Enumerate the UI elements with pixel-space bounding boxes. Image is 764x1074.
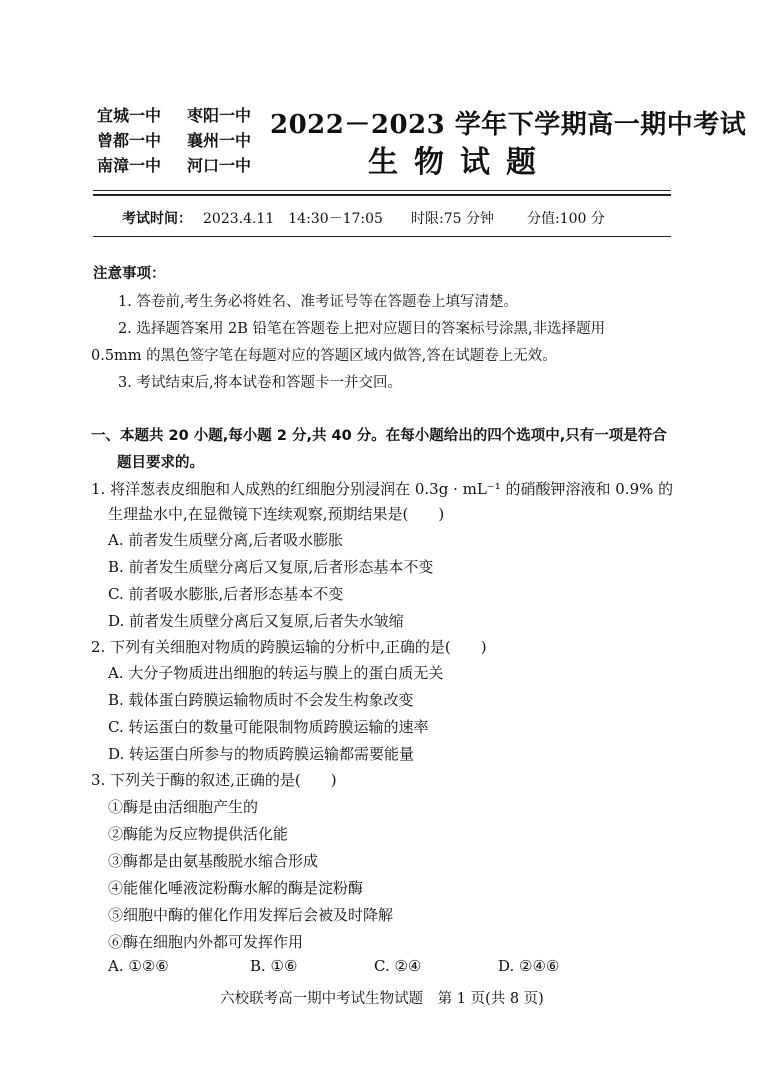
question-3-statement: ④能催化唾液淀粉酶水解的酶是淀粉酶 [108,879,364,897]
notice-heading: 注意事项： [93,266,166,282]
school-name: 曾都一中 [97,131,162,150]
question-3-statement: ①酶是由活细胞产生的 [108,798,259,816]
school-row [97,103,251,128]
exam-time-value: 2023.4.11 14:30－17:05 [203,211,383,227]
exam-time-label: 考试时间： [122,211,192,227]
section-heading: 一、本题共 20 小题,每小题 2 分,共 40 分。在每小题给出的四个选项中,只有一项是符合 [91,428,667,444]
school-name: 枣阳一中 [187,106,252,125]
school-row [97,153,251,178]
question-1-option-c: C. 前者吸水膨胀,后者形态基本不变 [108,585,344,603]
question-2-stem: 2. 下列有关细胞对物质的跨膜运输的分析中,正确的是( ) [91,638,487,656]
school-name: 河口一中 [187,156,252,175]
question-3-option-b: B. ①⑥ [250,957,298,975]
question-2-option-d: D. 转运蛋白所参与的物质跨膜运输都需要能量 [108,745,415,763]
notice-item-continued: 0.5mm 的黑色签字笔在每题对应的答题区域内做答,答在试题卷上无效。 [91,348,557,364]
question-2-option-a: A. 大分子物质进出细胞的转运与膜上的蛋白质无关 [108,664,444,682]
question-3-option-c: C. ②④ [374,957,422,975]
info-divider [93,236,671,237]
question-1-option-d: D. 前者发生质壁分离后又复原,后者失水皱缩 [108,612,404,630]
question-3-option-a: A. ①②⑥ [108,957,169,975]
section-heading-continued: 题目要求的。 [117,455,204,471]
question-2-option-c: C. 转运蛋白的数量可能限制物质跨膜运输的速率 [108,718,429,736]
school-row [97,128,251,153]
question-1-stem: 1. 将洋葱表皮细胞和人成熟的红细胞分别浸润在 0.3g · mL⁻¹ 的硝酸钾溶液和 0.9% 的 [91,480,674,498]
header-divider-thin [93,190,671,191]
school-name: 襄州一中 [187,131,252,150]
question-3-statement: ⑤细胞中酶的催化作用发挥后会被及时降解 [108,906,394,924]
school-name: 宜城一中 [97,106,162,125]
exam-score: 分值:100 分 [527,211,605,227]
question-1-stem-continued: 生理盐水中,在显微镜下连续观察,预期结果是( ) [108,505,445,523]
school-list [97,103,251,178]
notice-item: 3. 考试结束后,将本试卷和答题卡一并交回。 [118,375,403,391]
question-3-stem: 3. 下列关于酶的叙述,正确的是( ) [91,771,337,789]
school-name: 南漳一中 [97,156,162,175]
exam-duration: 时限:75 分钟 [411,211,494,227]
question-3-option-d: D. ②④⑥ [498,957,560,975]
notice-item: 1. 答卷前,考生务必将姓名、准考证号等在答题卷上填写清楚。 [118,294,519,310]
page-footer: 六校联考高一期中考试生物试题 第 1 页(共 8 页) [220,991,544,1007]
exam-title: 2022－2023 学年下学期高一期中考试 [270,110,747,140]
header-divider-thick [93,194,671,196]
question-2-option-b: B. 载体蛋白跨膜运输物质时不会发生构象改变 [108,691,414,709]
subject-title: 生物试题 [368,145,552,180]
question-1-option-b: B. 前者发生质壁分离后又复原,后者形态基本不变 [108,558,434,576]
question-3-statement: ⑥酶在细胞内外都可发挥作用 [108,933,304,951]
question-3-statement: ③酶都是由氨基酸脱水缩合形成 [108,852,319,870]
question-3-statement: ②酶能为反应物提供活化能 [108,825,289,843]
notice-item: 2. 选择题答案用 2B 铅笔在答题卷上把对应题目的答案标号涂黑,非选择题用 [118,321,606,337]
question-1-option-a: A. 前者发生质壁分离,后者吸水膨胀 [108,531,344,549]
